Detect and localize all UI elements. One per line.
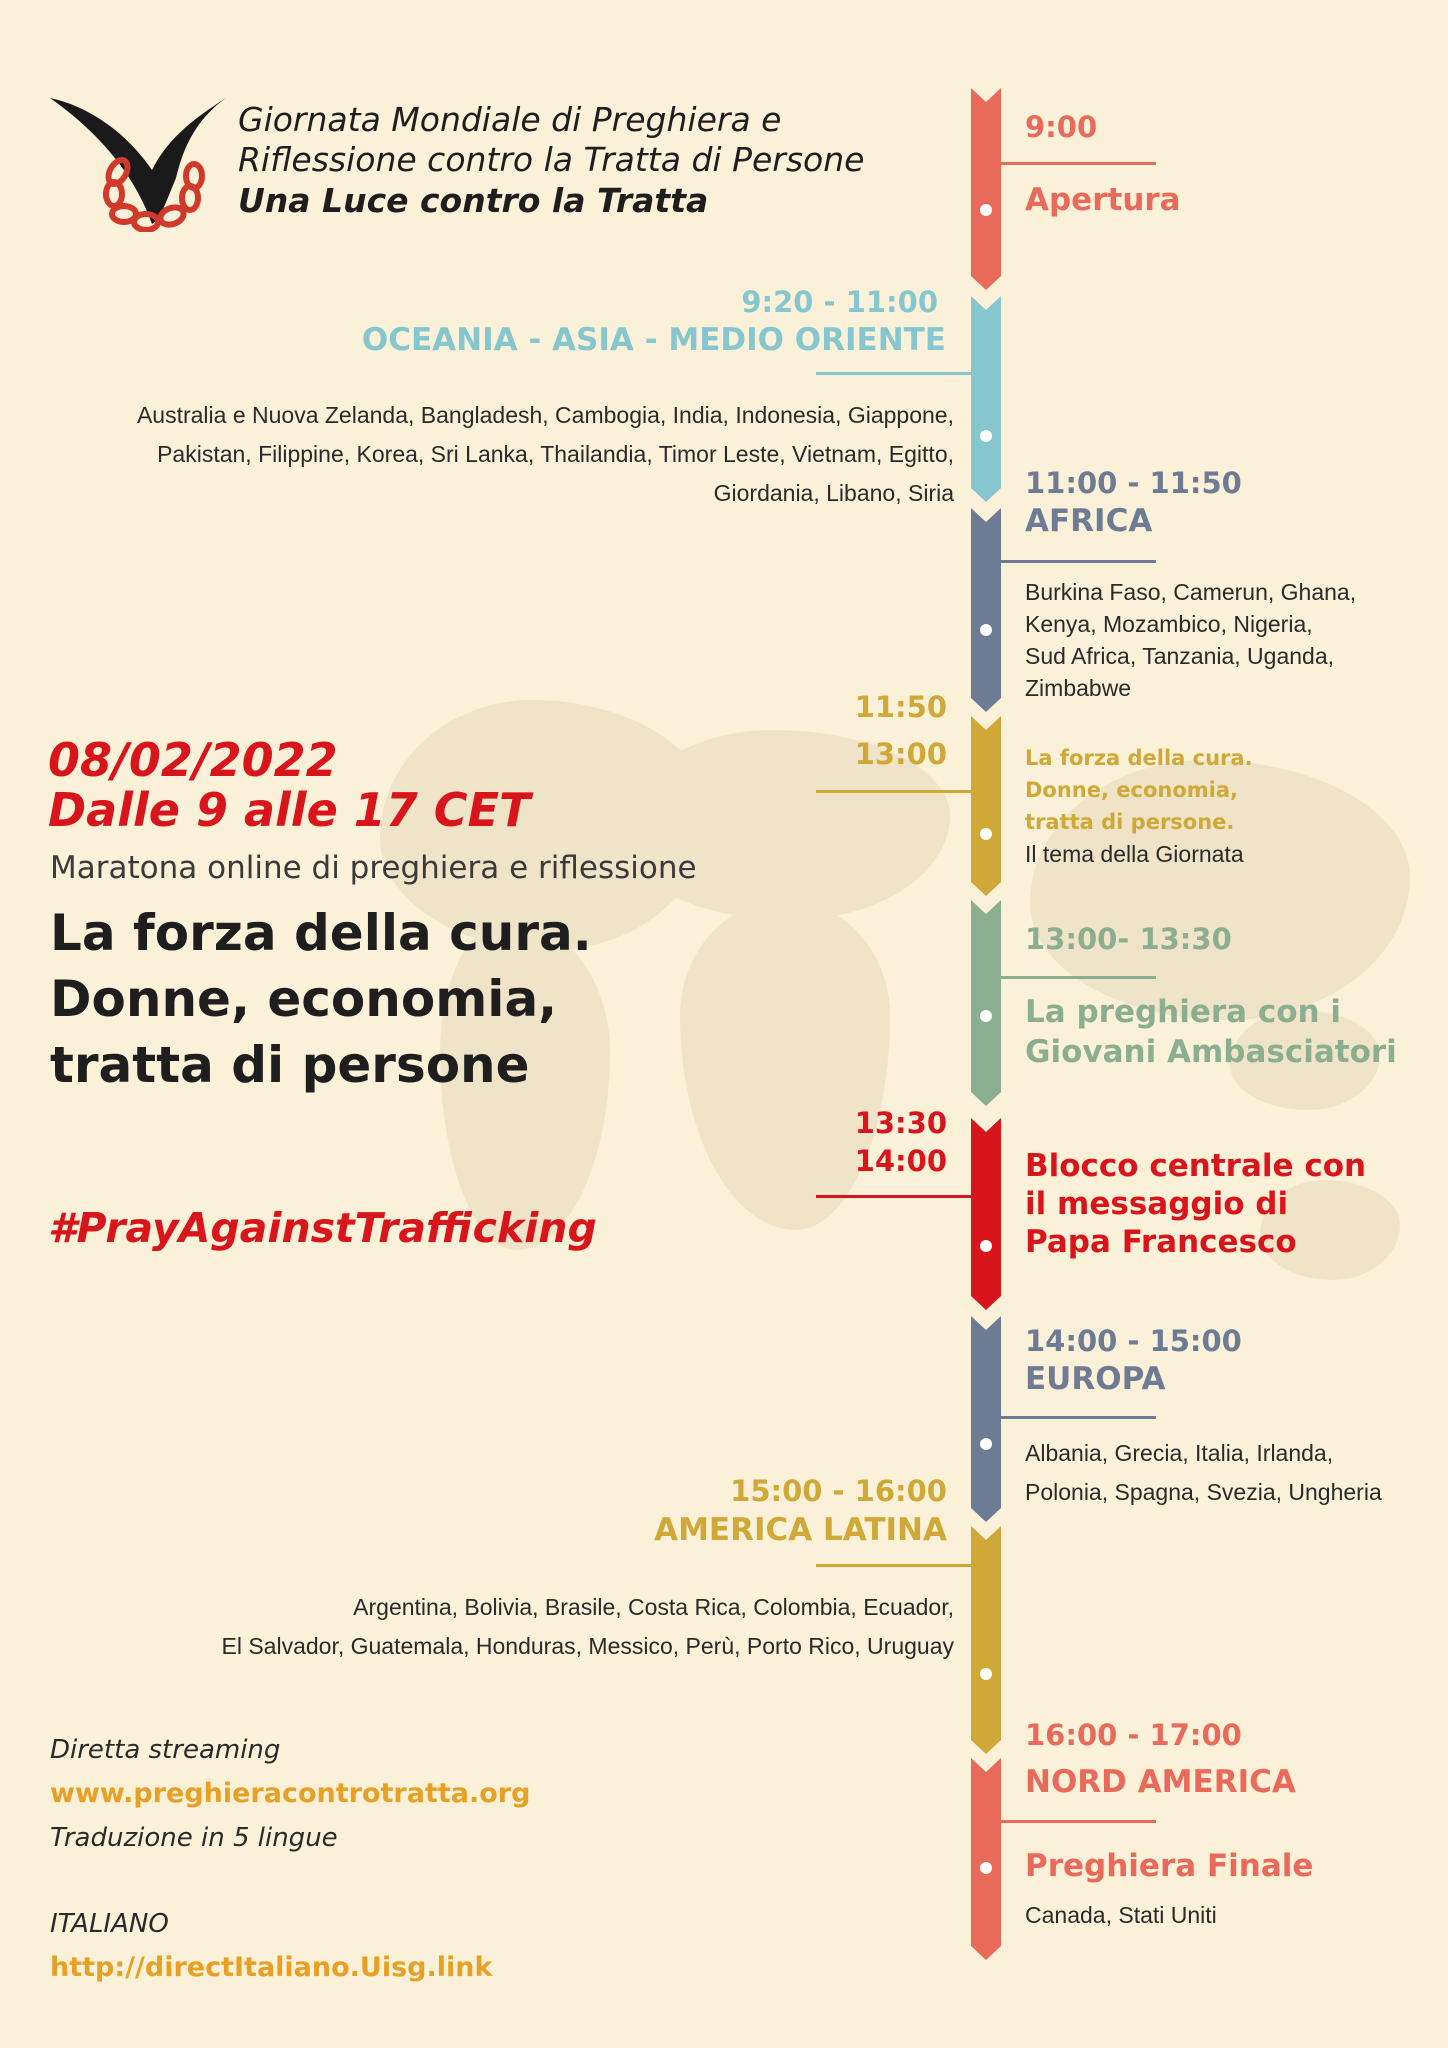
africa-countries-line-1: Burkina Faso, Camerun, Ghana,	[1025, 579, 1357, 605]
europe-countries-line-2: Polonia, Spagna, Svezia, Ungheria	[1025, 1479, 1382, 1505]
youth-title-line-1: La preghiera con i	[1025, 994, 1342, 1030]
timeline-dot-north-america	[980, 1862, 992, 1874]
divider-oceania	[816, 372, 971, 375]
oceania-time: 9:20 - 11:00	[741, 285, 938, 319]
timeline-dot-latam	[980, 1668, 992, 1680]
translation-note: Traduzione in 5 lingue	[50, 1823, 338, 1853]
timeline-segment-oceania	[971, 296, 1001, 502]
streaming-url-link[interactable]: www.preghieracontrotratta.org	[50, 1778, 531, 1809]
africa-countries-line-3: Sud Africa, Tanzania, Uganda,	[1025, 643, 1335, 669]
timeline-dot-central	[980, 1240, 992, 1252]
timeline-segment-europe	[971, 1316, 1001, 1522]
oceania-countries-line-3: Giordania, Libano, Siria	[713, 480, 954, 506]
language-link[interactable]: http://directItaliano.Uisg.link	[50, 1952, 493, 1983]
youth-title-line-2: Giovani Ambasciatori	[1025, 1034, 1397, 1070]
timeline-segment-latam	[971, 1526, 1001, 1754]
event-subtitle: Maratona online di preghiera e riflessione	[50, 850, 697, 886]
timeline-dot-europe	[980, 1438, 992, 1450]
timeline-segment-youth	[971, 900, 1001, 1106]
event-date: 08/02/2022	[48, 733, 338, 787]
africa-title: AFRICA	[1025, 503, 1153, 539]
opening-time: 9:00	[1025, 110, 1098, 144]
central-title-line-2: il messaggio di	[1025, 1186, 1289, 1222]
africa-time: 11:00 - 11:50	[1025, 466, 1242, 500]
theme-title-line-3: tratta di persone	[50, 1036, 530, 1094]
divider-africa	[1001, 560, 1156, 563]
africa-countries-line-4: Zimbabwe	[1025, 675, 1132, 701]
hashtag[interactable]: #PrayAgainstTrafficking	[48, 1204, 597, 1252]
north-america-countries: Canada, Stati Uniti	[1025, 1902, 1217, 1928]
event-hours: Dalle 9 alle 17 CET	[48, 783, 531, 837]
theme-session-line-2: Donne, economia,	[1025, 778, 1239, 802]
header-line-2: Riflessione contro la Tratta di Persone	[238, 140, 865, 179]
oceania-countries-line-2: Pakistan, Filippine, Korea, Sri Lanka, Thailandia, Timor Leste, Vietnam, Egitto,	[157, 441, 954, 467]
central-title-line-3: Papa Francesco	[1025, 1224, 1297, 1260]
timeline-dot-oceania	[980, 430, 992, 442]
closing-prayer-title: Preghiera Finale	[1025, 1848, 1314, 1884]
divider-north-america	[1001, 1820, 1156, 1823]
europe-title: EUROPA	[1025, 1361, 1166, 1397]
language-label: ITALIANO	[50, 1909, 169, 1939]
latam-countries-line-1: Argentina, Bolivia, Brasile, Costa Rica, Colombia, Ecuador,	[353, 1594, 954, 1620]
timeline-segment-opening	[971, 88, 1001, 290]
opening-title: Apertura	[1025, 182, 1181, 218]
theme-title-line-2: Donne, economia,	[50, 970, 558, 1028]
header-line-1: Giornata Mondiale di Preghiera e	[238, 100, 782, 139]
timeline-dot-theme	[980, 828, 992, 840]
timeline-segment-theme	[971, 716, 1001, 896]
theme-session-line-1: La forza della cura.	[1025, 746, 1253, 770]
theme-time-end: 13:00	[854, 737, 947, 771]
theme-session-note: Il tema della Giornata	[1025, 841, 1244, 867]
divider-central	[816, 1195, 971, 1198]
latam-time: 15:00 - 16:00	[730, 1474, 947, 1508]
theme-session-line-3: tratta di persone.	[1025, 810, 1235, 834]
timeline-dot-opening	[980, 204, 992, 216]
header-line-3: Una Luce contro la Tratta	[238, 181, 709, 220]
oceania-countries-line-1: Australia e Nuova Zelanda, Bangladesh, Cambogia, India, Indonesia, Giappone,	[136, 402, 954, 428]
divider-latam	[816, 1564, 971, 1567]
central-time-start: 13:30	[854, 1106, 947, 1140]
north-america-time: 16:00 - 17:00	[1025, 1718, 1242, 1752]
africa-countries-line-2: Kenya, Mozambico, Nigeria,	[1025, 611, 1313, 637]
theme-title-line-1: La forza della cura.	[50, 904, 592, 962]
timeline-segment-africa	[971, 508, 1001, 712]
europe-countries-line-1: Albania, Grecia, Italia, Irlanda,	[1025, 1440, 1334, 1466]
north-america-title: NORD AMERICA	[1025, 1764, 1296, 1800]
timeline-dot-africa	[980, 624, 992, 636]
divider-youth	[1001, 976, 1156, 979]
latam-countries-line-2: El Salvador, Guatemala, Honduras, Messico, Perù, Porto Rico, Uruguay	[221, 1633, 954, 1659]
divider-theme	[816, 790, 971, 793]
timeline-segment-north-america	[971, 1758, 1001, 1960]
streaming-label: Diretta streaming	[50, 1735, 281, 1765]
europe-time: 14:00 - 15:00	[1025, 1324, 1242, 1358]
youth-time: 13:00- 13:30	[1025, 922, 1232, 956]
central-title-line-1: Blocco centrale con	[1025, 1148, 1367, 1184]
swallow-chain-logo-icon	[48, 92, 228, 232]
divider-europe	[1001, 1416, 1156, 1419]
divider-opening	[1001, 162, 1156, 165]
timeline-segment-central	[971, 1118, 1001, 1310]
oceania-title: OCEANIA - ASIA - MEDIO ORIENTE	[361, 322, 946, 358]
latam-title: AMERICA LATINA	[654, 1512, 947, 1548]
timeline-dot-youth	[980, 1010, 992, 1022]
theme-time-start: 11:50	[854, 690, 947, 724]
central-time-end: 14:00	[854, 1144, 947, 1178]
